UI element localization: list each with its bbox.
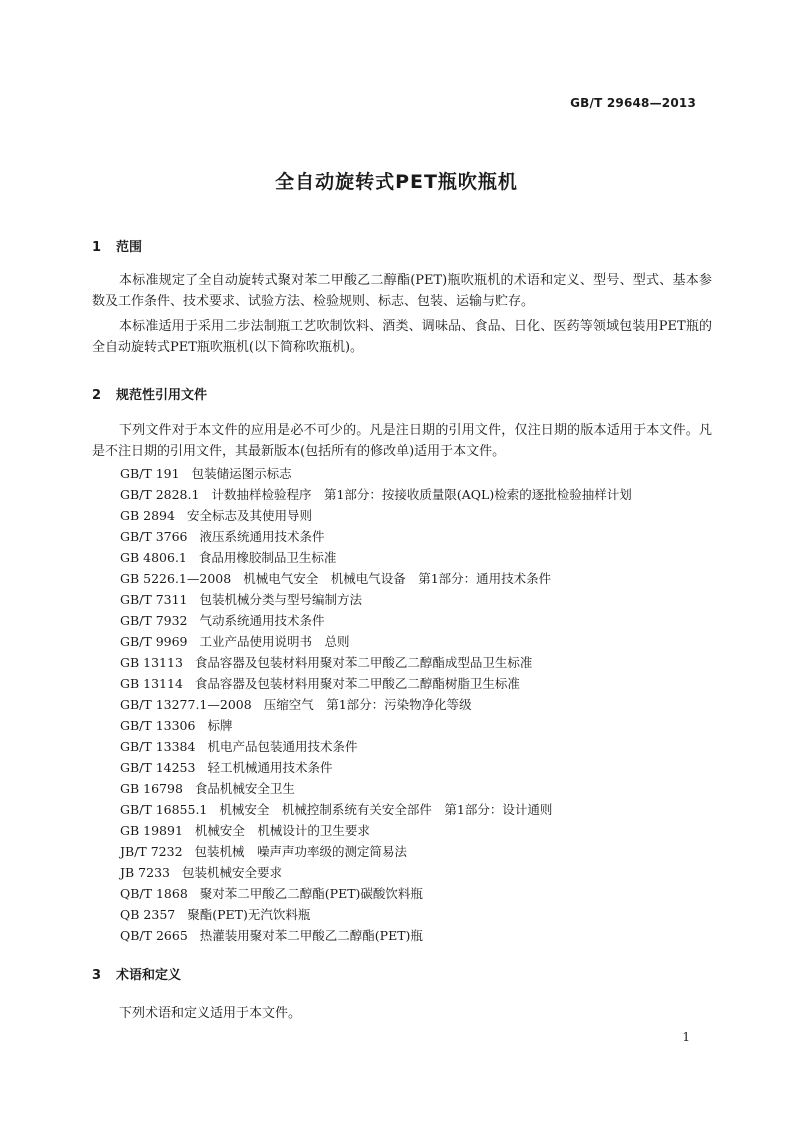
section-number: 2 [92, 388, 102, 403]
reference-item: GB/T 13306 标牌 [120, 718, 233, 733]
document-title: 全自动旋转式PET瓶吹瓶机 [275, 171, 518, 193]
section-number: 1 [92, 240, 102, 255]
reference-item: GB 16798 食品机械安全卫生 [120, 781, 295, 796]
reference-item: GB/T 7932 气动系统通用技术条件 [120, 613, 325, 628]
scope-paragraph-1: 本标准规定了全自动旋转式聚对苯二甲酸乙二醇酯(PET)瓶吹瓶机的术语和定义、型号、型式、基本参数及工作条件、技术要求、试验方法、检验规则、标志、包装、运输与贮存。 [92, 273, 712, 309]
section-number: 3 [92, 968, 102, 983]
section-title: 规范性引用文件 [116, 388, 208, 403]
terms-intro: 下列术语和定义适用于本文件。 [119, 1006, 302, 1021]
reference-item: GB/T 16855.1 机械安全 机械控制系统有关安全部件 第1部分：设计通则 [120, 802, 553, 817]
reference-item: GB/T 191 包装储运图示标志 [120, 466, 292, 481]
reference-item: QB/T 1868 聚对苯二甲酸乙二醇酯(PET)碳酸饮料瓶 [120, 886, 423, 901]
reference-item: GB/T 2828.1 计数抽样检验程序 第1部分：按接收质量限(AQL)检索的逐批检验抽样计划 [120, 487, 632, 502]
reference-item: GB/T 14253 轻工机械通用技术条件 [120, 760, 333, 775]
reference-item: GB 13113 食品容器及包装材料用聚对苯二甲酸乙二醇酯成型品卫生标准 [120, 655, 533, 670]
section-title: 范围 [116, 240, 143, 255]
section-heading-references [92, 384, 207, 403]
reference-item: GB 4806.1 食品用橡胶制品卫生标准 [120, 550, 337, 565]
references-intro: 下列文件对于本文件的应用是必不可少的。凡是注日期的引用文件，仅注日期的版本适用于本文件。凡是不注日期的引用文件，其最新版本(包括所有的修改单)适用于本文件。 [92, 423, 712, 459]
reference-item: JB 7233 包装机械安全要求 [120, 865, 282, 880]
standard-number: GB/T 29648—2013 [570, 96, 696, 110]
section-heading-scope [92, 236, 142, 255]
reference-item: GB/T 3766 液压系统通用技术条件 [120, 529, 325, 544]
reference-item: GB 2894 安全标志及其使用导则 [120, 508, 312, 523]
reference-item: GB/T 9969 工业产品使用说明书 总则 [120, 634, 350, 649]
reference-item: JB/T 7232 包装机械 噪声声功率级的测定简易法 [120, 844, 408, 859]
reference-item: GB/T 7311 包装机械分类与型号编制方法 [120, 592, 363, 607]
reference-item: GB 13114 食品容器及包装材料用聚对苯二甲酸乙二醇酯树脂卫生标准 [120, 676, 520, 691]
section-heading-terms [92, 964, 181, 983]
reference-item: GB 19891 机械安全 机械设计的卫生要求 [120, 823, 370, 838]
reference-item: GB/T 13277.1—2008 压缩空气 第1部分：污染物净化等级 [120, 697, 472, 712]
page-number: 1 [682, 1030, 690, 1044]
scope-paragraph-2: 本标准适用于采用二步法制瓶工艺吹制饮料、酒类、调味品、食品、日化、医药等领域包装用PET瓶的全自动旋转式PET瓶吹瓶机(以下简称吹瓶机)。 [92, 319, 712, 355]
reference-item: QB 2357 聚酯(PET)无汽饮料瓶 [120, 907, 311, 922]
reference-item: QB/T 2665 热灌装用聚对苯二甲酸乙二醇酯(PET)瓶 [120, 928, 423, 943]
section-title: 术语和定义 [116, 968, 182, 983]
reference-item: GB 5226.1—2008 机械电气安全 机械电气设备 第1部分：通用技术条件 [120, 571, 552, 586]
reference-list [120, 463, 632, 946]
reference-item: GB/T 13384 机电产品包装通用技术条件 [120, 739, 358, 754]
